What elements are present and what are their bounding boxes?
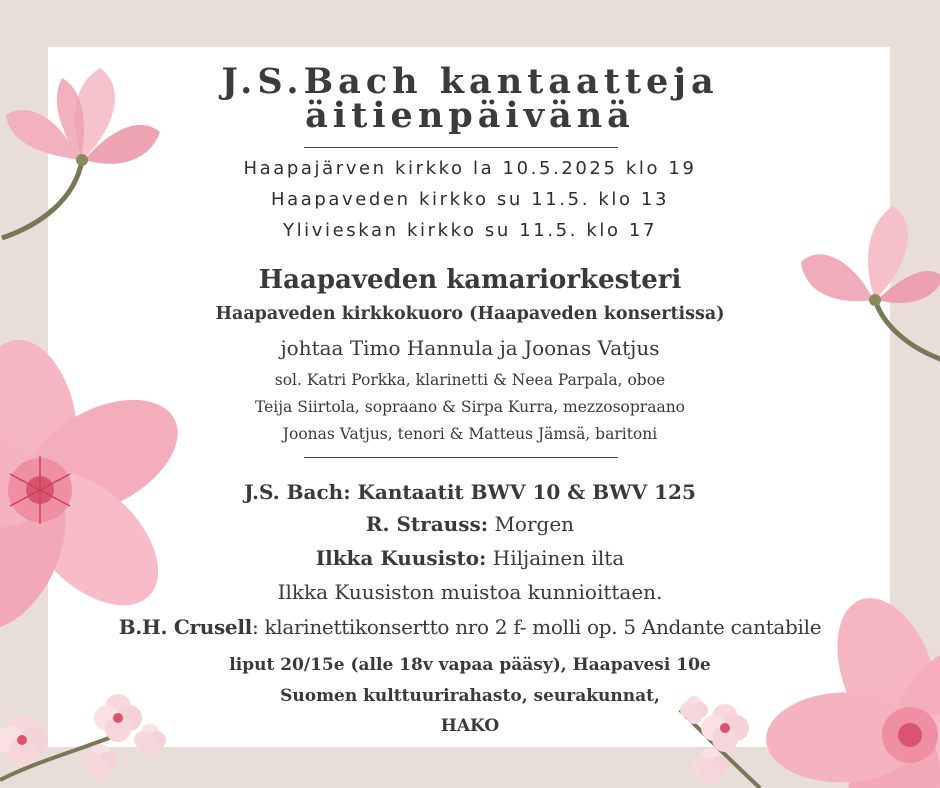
orchestra-name: Haapaveden kamariorkesteri (258, 265, 682, 295)
poster-title-line2: äitienpäivänä (305, 95, 635, 136)
concert-date-1: Haapajärven kirkko la 10.5.2025 klo 19 (243, 158, 697, 179)
choir-name: Haapaveden kirkkokuoro (Haapaveden konsertissa) (215, 304, 725, 324)
strauss-composer: R. Strauss: (365, 512, 489, 536)
divider-top (304, 147, 618, 148)
soloists-line-2: Teija Siirtola, sopraano & Sirpa Kurra, mezzosopraano (254, 398, 686, 416)
conductors: johtaa Timo Hannula ja Joonas Vatjus (280, 336, 660, 360)
divider-bottom (304, 457, 618, 458)
concert-date-3: Ylivieskan kirkko su 11.5. klo 17 (282, 220, 658, 241)
soloists-line-1: sol. Katri Porkka, klarinetti & Neea Parpala, oboe (274, 371, 666, 389)
crusell-work: : klarinettikonsertto nro 2 f- molli op. 5 Andante cantabile (251, 615, 822, 639)
tulip-flower-icon (795, 200, 940, 370)
soloists-line-3: Joonas Vatjus, tenori & Matteus Jämsä, baritoni (282, 425, 658, 443)
concert-date-2: Haapaveden kirkko su 11.5. klo 13 (270, 189, 670, 210)
kuusisto-note: Ilkka Kuusiston muistoa kunnioittaen. (277, 580, 663, 604)
poster-title-line1: J.S.Bach kantaatteja (221, 61, 719, 102)
sponsors-line-1: Suomen kulttuurirahasto, seurakunnat, (280, 686, 660, 706)
strauss-work: Morgen (488, 512, 575, 536)
sponsors-line-2: HAKO (440, 716, 500, 736)
program-bach: J.S. Bach: Kantaatit BWV 10 & BWV 125 (244, 480, 696, 504)
tulip-flower-icon (0, 60, 170, 250)
kuusisto-composer: Ilkka Kuusisto: (315, 546, 487, 570)
ticket-info: liput 20/15e (alle 18v vapaa pääsy), Haapavesi 10e (229, 655, 711, 675)
cherry-blossom-icon (790, 585, 940, 788)
cherry-blossom-icon (0, 360, 200, 610)
crusell-composer: B.H. Crusell (118, 615, 252, 639)
small-blossom-branch-icon (0, 690, 180, 788)
small-blossom-branch-icon (670, 690, 790, 788)
kuusisto-work: Hiljainen ilta (486, 546, 625, 570)
